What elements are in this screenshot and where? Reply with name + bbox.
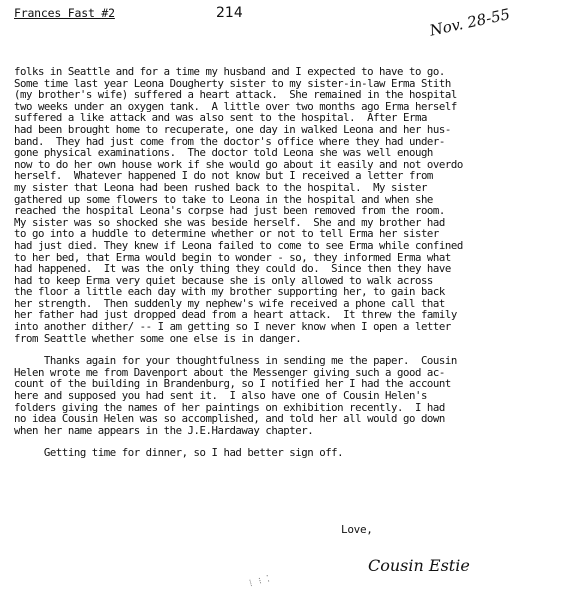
- paragraph: [14, 66, 562, 344]
- text-line: her strength. Then suddenly my nephew's wife received a phone call that: [14, 296, 445, 310]
- text-line: Some time last year Leona Dougherty sister to my sister-in-law Erma Stith: [14, 76, 451, 90]
- text-line: the floor a little each day with my brother supporting her, to gain back: [14, 285, 445, 299]
- text-line: gone physical examinations. The doctor told Leona she was well enough: [14, 146, 433, 160]
- text-line: no idea Cousin Helen was so accomplished, and told her all would go down: [14, 412, 445, 426]
- signature: Cousin Estie: [368, 556, 470, 575]
- page-number: 214: [216, 5, 243, 21]
- text-line: when her name appears in the J.E.Hardaway chapter.: [14, 423, 314, 437]
- text-line: now to do her own house work if she would go about it easily and not overdo: [14, 157, 463, 171]
- text-line: into another dither/ -- I am getting so I never know when I open a letter: [14, 320, 451, 334]
- letter-header-title: Frances Fast #2: [14, 6, 115, 20]
- text-line: here and supposed you had sent it. I also have one of Cousin Helen's: [14, 389, 427, 403]
- text-line: had to keep Erma very quiet because she is only allowed to walk across: [14, 273, 433, 287]
- text-line: folks in Seattle and for a time my husband and I expected to have to go.: [14, 65, 445, 78]
- text-line: to her bed, that Erma would begin to wonder - so, they informed Erma what: [14, 250, 451, 264]
- text-line: band. They had just come from the doctor's office where they had under-: [14, 134, 445, 148]
- text-line: my sister that Leona had been rushed back to the hospital. My sister: [14, 180, 427, 194]
- stray-pencil-mark: ⁞ ⁝ ⁚: [247, 574, 271, 590]
- text-line: Thanks again for your thoughtfulness in sending me the paper. Cousin: [14, 354, 457, 368]
- text-line: Getting time for dinner, so I had better sign off.: [14, 446, 344, 460]
- text-line: from Seattle whether some one else is in danger.: [14, 331, 302, 345]
- text-line: suffered a like attack and was also sent to the hospital. After Erma: [14, 111, 427, 125]
- paragraph: [14, 447, 562, 459]
- text-line: Helen wrote me from Davenport about the Messenger giving such a good ac-: [14, 365, 445, 379]
- text-line: My sister was so shocked she was beside herself. She and my brother had: [14, 215, 445, 229]
- text-line: had happened. It was the only thing they could do. Since then they have: [14, 262, 451, 276]
- letter-body: [14, 66, 562, 459]
- text-line: folders giving the names of her paintings on exhibition recently. I had: [14, 400, 445, 414]
- handwritten-date: Nov. 28-55: [428, 5, 512, 40]
- text-line: gathered up some flowers to take to Leona in the hospital and when she: [14, 192, 433, 206]
- text-line: to go into a huddle to determine whether or not to tell Erma her sister: [14, 227, 439, 241]
- text-line: count of the building in Brandenburg, so I notified her I had the account: [14, 377, 451, 391]
- closing: Love,: [341, 523, 373, 536]
- paragraph: [14, 355, 562, 436]
- text-line: herself. Whatever happened I do not know but I received a letter from: [14, 169, 433, 183]
- text-line: had been brought home to recuperate, one day in walked Leona and her hus-: [14, 122, 451, 136]
- text-line: had just died. They knew if Leona failed to come to see Erma while confined: [14, 238, 463, 252]
- text-line: reached the hospital Leona's corpse had just been removed from the room.: [14, 204, 445, 218]
- text-line: her father had just dropped dead from a heart attack. It threw the family: [14, 308, 457, 322]
- text-line: two weeks under an oxygen tank. A little over two months ago Erma herself: [14, 99, 457, 113]
- text-line: (my brother's wife) suffered a heart attack. She remained in the hospital: [14, 88, 457, 102]
